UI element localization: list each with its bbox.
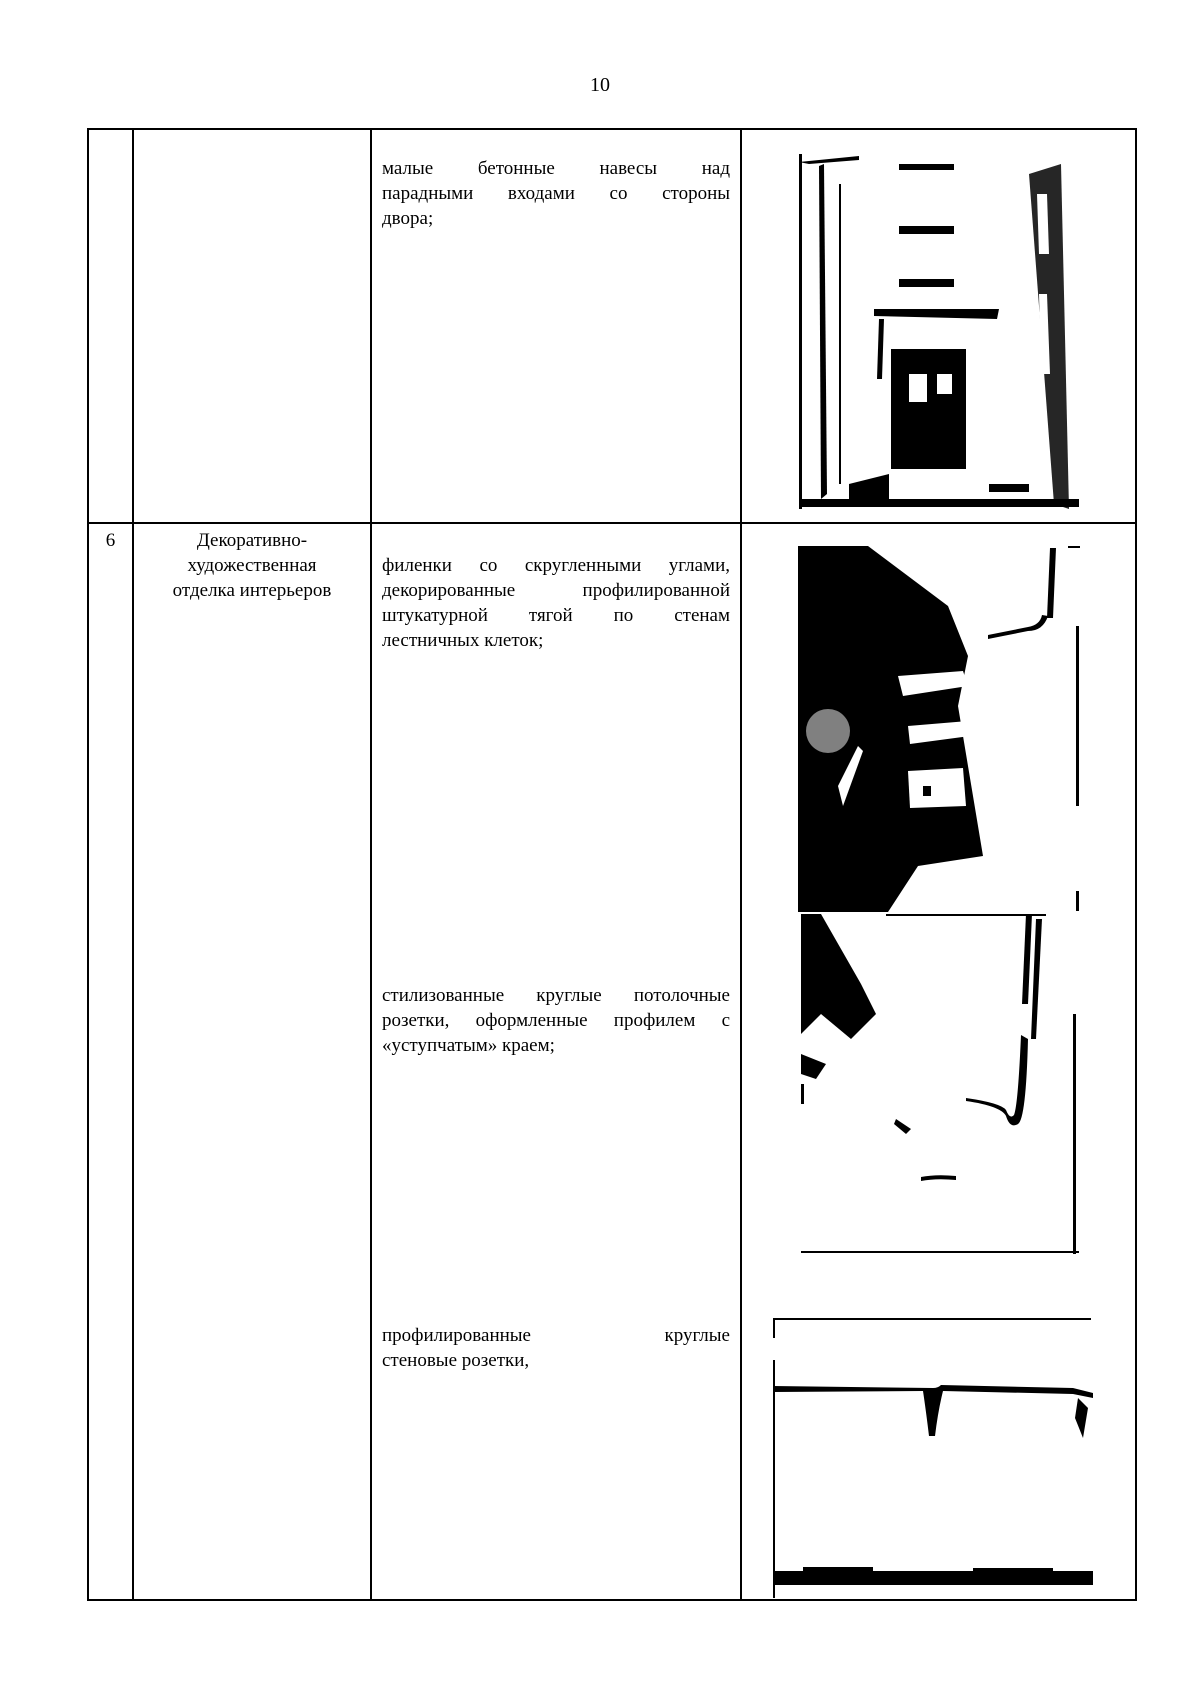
text-line: штукатурной тягой по стенам	[382, 605, 730, 626]
text-line: розетки, оформленные профилем с	[382, 1010, 730, 1031]
text-line: отделка интерьеров	[172, 580, 332, 601]
text-line: декорированные профилированной	[382, 580, 730, 601]
row2-number: 6	[105, 530, 116, 551]
ceiling-rosette-photo	[801, 914, 1079, 1254]
text-line: художественная	[187, 555, 317, 576]
stair-panel-photo	[798, 546, 1080, 912]
canopy-photo	[799, 154, 1079, 514]
text-line: парадными входами со стороны	[382, 183, 730, 204]
wall-rosette-photo	[773, 1318, 1093, 1598]
text-line: профилированные круглые	[382, 1325, 730, 1346]
text-line: малые бетонные навесы над	[382, 158, 730, 179]
row2-item3-text	[382, 1323, 730, 1373]
text-line: филенки со скругленными углами,	[382, 555, 730, 576]
text-line: Декоративно-	[196, 530, 308, 551]
row2-item1-text	[382, 553, 730, 653]
text-line: «уступчатым» краем;	[382, 1035, 555, 1056]
text-line: двора;	[382, 208, 434, 229]
row2-item2-text	[382, 983, 730, 1058]
text-line: стилизованные круглые потолочные	[382, 985, 730, 1006]
row1-item1-text	[382, 156, 730, 231]
monument-features-table	[87, 128, 1137, 1601]
page-number: 10	[590, 74, 610, 96]
text-line: стеновые розетки,	[382, 1350, 530, 1371]
text-line: лестничных клеток;	[382, 630, 544, 651]
row2-name	[134, 528, 370, 603]
